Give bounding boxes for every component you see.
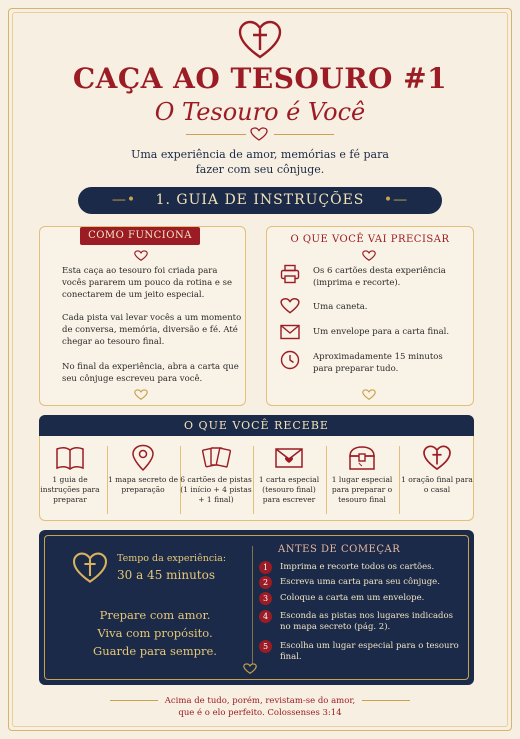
need-item-pen: Uma caneta. (313, 302, 368, 312)
step-number: 2 (259, 576, 272, 589)
receive-item-place (326, 442, 398, 517)
clock-icon (280, 350, 300, 370)
quote-line: que é o elo perfeito. Colossenses 3:14 (178, 708, 342, 718)
vertical-divider (252, 546, 253, 664)
section-guide-bar (78, 187, 442, 214)
heart-cross-icon (238, 20, 282, 60)
how-paragraph-3: No final da experiência, abra a carta que seu cônjuge escreveu para você. (62, 362, 239, 384)
small-heart-icon (134, 389, 148, 401)
bar-ornament-right: •— (383, 192, 409, 208)
receive-item-cards (180, 442, 252, 517)
before-start-title: ANTES DE COMEÇAR (278, 544, 401, 555)
receive-item-label: 1 oração final para o casal (401, 475, 473, 494)
receive-item-label: 1 lugar especial para preparar o tesouro final (331, 475, 393, 504)
page-title: CAÇA AO TESOURO #1 (72, 62, 448, 95)
step-text: Esconda as pistas nos lugares indicados no mapa secreto (pág. 2). (280, 611, 453, 632)
ornament-line-right (274, 134, 334, 135)
step-number: 1 (259, 561, 272, 574)
heart-cross-icon (422, 445, 452, 471)
how-it-works-tag: COMO FUNCIONA (80, 227, 200, 245)
small-heart-icon (362, 250, 376, 262)
footer-quote (0, 695, 520, 719)
printer-icon (280, 264, 300, 284)
small-heart-icon (362, 389, 376, 401)
motto-line: Viva com propósito. (97, 626, 213, 640)
time-value: 30 a 45 minutos (117, 568, 216, 582)
need-item-time: Aproximadamente 15 minutos para preparar tudo. (313, 352, 443, 374)
step-number: 5 (259, 640, 272, 653)
step-text: Escolha um lugar especial para o tesouro final. (280, 641, 459, 662)
tagline: Uma experiência de amor, memórias e fé para fazer com seu cônjuge. (131, 148, 389, 176)
map-pin-icon (130, 444, 156, 472)
receive-item-guide (34, 442, 106, 517)
envelope-heart-icon (274, 447, 304, 469)
step-text: Coloque a carta em um envelope. (280, 593, 425, 603)
page-subtitle: O Tesouro é Você (154, 98, 366, 126)
receive-item-letter (253, 442, 325, 517)
motto-line: Guarde para sempre. (93, 644, 217, 658)
receive-item-map (107, 442, 179, 517)
need-item-envelope: Um envelope para a carta final. (313, 327, 450, 337)
bar-ornament-left: —• (111, 192, 137, 208)
cards-icon (201, 445, 231, 471)
receive-item-label: 1 mapa secreto de preparação (107, 475, 179, 494)
step-text: Escreva uma carta para seu cônjuge. (280, 577, 440, 587)
receive-item-label: 1 carta especial (tesouro final) para escrever (258, 475, 320, 504)
motto (60, 606, 250, 660)
small-heart-icon (250, 127, 268, 142)
ornament-line-left (186, 134, 246, 135)
receive-item-label: 6 cartões de pistas (1 início + 4 pistas + 1 final) (180, 475, 252, 504)
what-you-receive-title: O QUE VOCÊ RECEBE (39, 415, 474, 436)
receive-item-prayer (401, 442, 473, 517)
book-icon (55, 445, 85, 471)
heart-cross-icon (72, 552, 108, 584)
small-heart-icon (243, 663, 257, 675)
need-item-cards: Os 6 cartões desta experiência (imprima e recorte). (313, 266, 446, 288)
receive-item-label: 1 guia de instruções para preparar (40, 475, 100, 504)
how-paragraph-2: Cada pista vai levar vocês a um momento de conversa, memória, diversão e fé. Até chegar ao tesouro final. (62, 313, 242, 347)
step-number: 4 (259, 610, 272, 623)
envelope-icon (280, 324, 300, 340)
step-text: Imprima e recorte todos os cartões. (280, 562, 435, 572)
receive-divider (399, 446, 400, 514)
quote-line: Acima de tudo, porém, revistam-se do amor, (164, 696, 356, 706)
what-you-need-title: O QUE VOCÊ VAI PRECISAR (290, 234, 450, 245)
how-paragraph-1: Esta caça ao tesouro foi criada para vocês pararem um pouco da rotina e se conectarem de um jeito especial. (62, 266, 233, 300)
section-guide-title: 1. GUIA DE INSTRUÇÕES (155, 192, 365, 208)
time-label: Tempo da experiência: (117, 553, 227, 564)
treasure-chest-icon (347, 445, 377, 471)
heart-icon (280, 297, 300, 315)
motto-line: Prepare com amor. (99, 608, 211, 622)
small-heart-icon (134, 250, 148, 262)
step-number: 3 (259, 592, 272, 605)
